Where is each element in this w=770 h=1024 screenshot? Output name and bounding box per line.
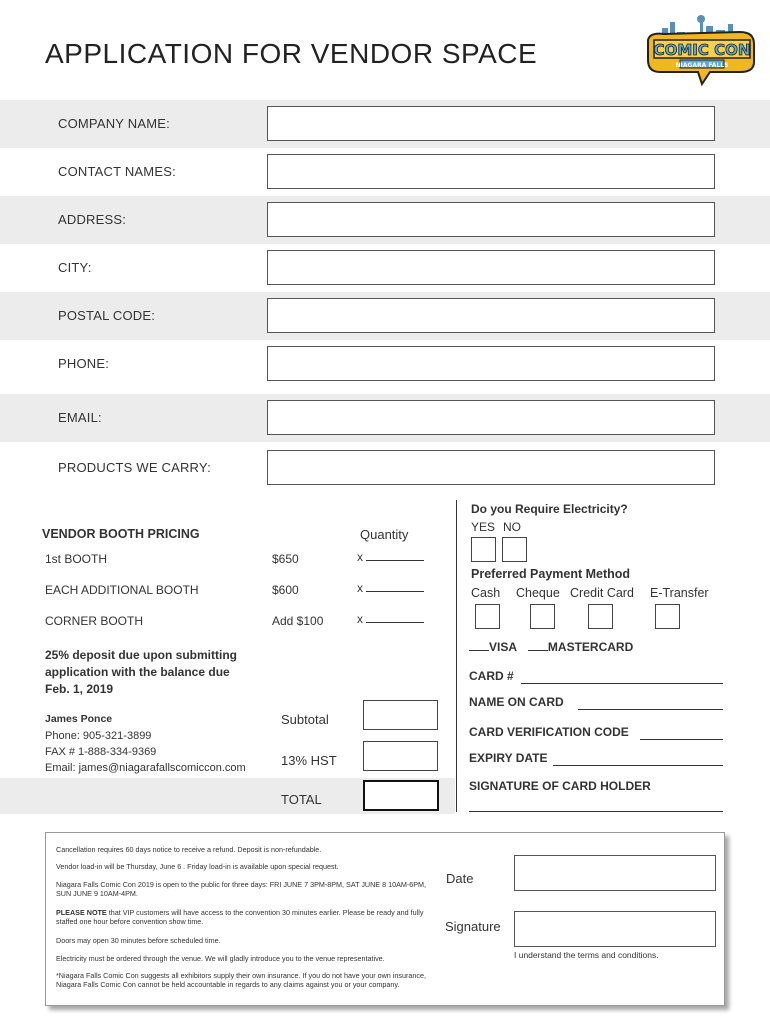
- quantity-label: Quantity: [360, 527, 409, 542]
- phone-field[interactable]: [267, 346, 715, 381]
- products-row: [0, 444, 770, 492]
- city-row: [0, 244, 770, 292]
- terms-line: Cancellation requires 60 days notice to receive a refund. Deposit is non-refundable.: [56, 845, 322, 854]
- times-sign: x: [357, 550, 363, 564]
- postal-code-label: POSTAL CODE:: [58, 308, 156, 323]
- company-name-row: [0, 100, 770, 148]
- postal-code-field[interactable]: [267, 298, 715, 333]
- payment-option-etransfer: E-Transfer: [650, 586, 709, 600]
- please-note-text: that VIP customers will have access to the convention 30 minutes earlier. Please be ready and fully staffed one hour before convention show time.: [56, 908, 424, 926]
- card-type-row: [469, 640, 633, 654]
- payment-option-cheque: Cheque: [516, 586, 560, 600]
- quantity-line[interactable]: [366, 560, 424, 561]
- visa-label: VISA: [489, 640, 517, 654]
- card-number-line[interactable]: [521, 683, 723, 684]
- credit-card-checkbox[interactable]: [588, 604, 613, 629]
- understand-text: I understand the terms and conditions.: [514, 950, 659, 960]
- terms-panel: [45, 832, 725, 1006]
- terms-line: *Niagara Falls Comic Con suggests all exhibitors supply their own insurance. If you do not have your own insurance, Niagara Falls Comic Con cannot be held accountable in regards to any claims against you or your company.: [56, 971, 426, 989]
- expiry-label: EXPIRY DATE: [469, 751, 548, 765]
- cvc-label: CARD VERIFICATION CODE: [469, 725, 629, 739]
- contact-fax: FAX # 1-888-334-9369: [45, 746, 157, 758]
- signature-label: Signature: [445, 919, 501, 934]
- subtotal-label: Subtotal: [281, 712, 329, 727]
- booth-name-corner: CORNER BOOTH: [45, 614, 144, 628]
- visa-line[interactable]: [469, 650, 489, 651]
- mastercard-line[interactable]: [528, 650, 548, 651]
- booth-name-1st: 1st BOOTH: [45, 552, 108, 566]
- page-title: APPLICATION FOR VENDOR SPACE: [45, 38, 538, 69]
- contact-name: James Ponce: [45, 713, 113, 725]
- cash-checkbox[interactable]: [475, 604, 500, 629]
- city-label: CITY:: [58, 260, 92, 275]
- electricity-no-label: NO: [503, 520, 521, 534]
- contact-email: Email: james@niagarafallscomiccon.com: [45, 762, 246, 774]
- signature-card-holder-line[interactable]: [469, 811, 723, 812]
- hst-field[interactable]: [363, 741, 438, 771]
- terms-line: Doors may open 30 minutes before scheduled time.: [56, 936, 221, 945]
- address-label: ADDRESS:: [58, 212, 127, 227]
- quantity-line[interactable]: [366, 622, 424, 623]
- email-row: [0, 394, 770, 442]
- total-field[interactable]: [363, 780, 439, 811]
- electricity-yes-checkbox[interactable]: [471, 537, 496, 562]
- products-label: PRODUCTS WE CARRY:: [58, 460, 211, 475]
- quantity-line[interactable]: [366, 591, 424, 592]
- times-sign: x: [357, 581, 363, 595]
- email-label: EMAIL:: [58, 410, 102, 425]
- etransfer-checkbox[interactable]: [655, 604, 680, 629]
- payment-option-credit: Credit Card: [570, 586, 634, 600]
- terms-line: Electricity must be ordered through the venue. We will gladly introduce you to the venue representative.: [56, 954, 385, 963]
- booth-price-1st: $650: [272, 552, 299, 566]
- payment-heading: Preferred Payment Method: [471, 567, 631, 581]
- quantity-corner[interactable]: [357, 612, 424, 626]
- booth-price-additional: $600: [272, 583, 299, 597]
- please-note: PLEASE NOTE: [56, 908, 107, 917]
- contact-phone: Phone: 905-321-3899: [45, 730, 152, 742]
- quantity-additional[interactable]: [357, 581, 424, 595]
- expiry-line[interactable]: [553, 765, 723, 766]
- subtotal-field[interactable]: [363, 700, 438, 730]
- comic-con-logo: [640, 14, 760, 86]
- cheque-checkbox[interactable]: [530, 604, 555, 629]
- company-name-label: COMPANY NAME:: [58, 116, 170, 131]
- city-field[interactable]: [267, 250, 715, 285]
- card-number-label: CARD #: [469, 669, 514, 683]
- cvc-line[interactable]: [640, 739, 723, 740]
- signature-field[interactable]: [514, 911, 716, 947]
- terms-line: [56, 908, 434, 926]
- booth-price-corner: Add $100: [272, 614, 324, 628]
- terms-line: Niagara Falls Comic Con 2019 is open to the public for three days: FRI JUNE 7 3PM-8PM, SAT JUNE 8 10AM-6PM, SUN JUNE 9 10AM-4PM.: [56, 880, 427, 898]
- times-sign: x: [357, 612, 363, 626]
- total-label: TOTAL: [281, 792, 322, 807]
- postal-code-row: [0, 292, 770, 340]
- hst-label: 13% HST: [281, 753, 337, 768]
- email-field[interactable]: [267, 400, 715, 435]
- electricity-question: Do you Require Electricity?: [471, 502, 628, 516]
- date-label: Date: [446, 871, 474, 886]
- phone-label: PHONE:: [58, 356, 110, 371]
- contact-names-label: CONTACT NAMES:: [58, 164, 176, 179]
- logo-text: COMIC CON: [653, 41, 751, 59]
- signature-card-holder-label: SIGNATURE OF CARD HOLDER: [469, 779, 651, 793]
- address-field[interactable]: [267, 202, 715, 237]
- pricing-heading: VENDOR BOOTH PRICING: [42, 527, 200, 541]
- electricity-no-checkbox[interactable]: [502, 537, 527, 562]
- company-name-field[interactable]: [267, 106, 715, 141]
- contact-names-field[interactable]: [267, 154, 715, 189]
- contact-names-row: [0, 148, 770, 196]
- address-row: [0, 196, 770, 244]
- date-field[interactable]: [514, 855, 716, 891]
- mastercard-label: MASTERCARD: [547, 640, 634, 654]
- terms-line: Vendor load-in will be Thursday, June 6 . Friday load-in is available upon special request.: [56, 862, 339, 871]
- deposit-note: 25% deposit due upon submitting application with the balance due Feb. 1, 2019: [45, 648, 237, 696]
- booth-name-additional: EACH ADDITIONAL BOOTH: [45, 583, 199, 597]
- column-divider: [456, 500, 457, 812]
- quantity-1st[interactable]: [357, 550, 424, 564]
- logo-subtext: NIAGARA FALLS: [675, 62, 729, 69]
- products-field[interactable]: [267, 450, 715, 485]
- name-on-card-label: NAME ON CARD: [469, 695, 564, 709]
- name-on-card-line[interactable]: [578, 709, 723, 710]
- payment-option-cash: Cash: [471, 586, 501, 600]
- phone-row: [0, 340, 770, 388]
- electricity-yes-label: YES: [471, 520, 496, 534]
